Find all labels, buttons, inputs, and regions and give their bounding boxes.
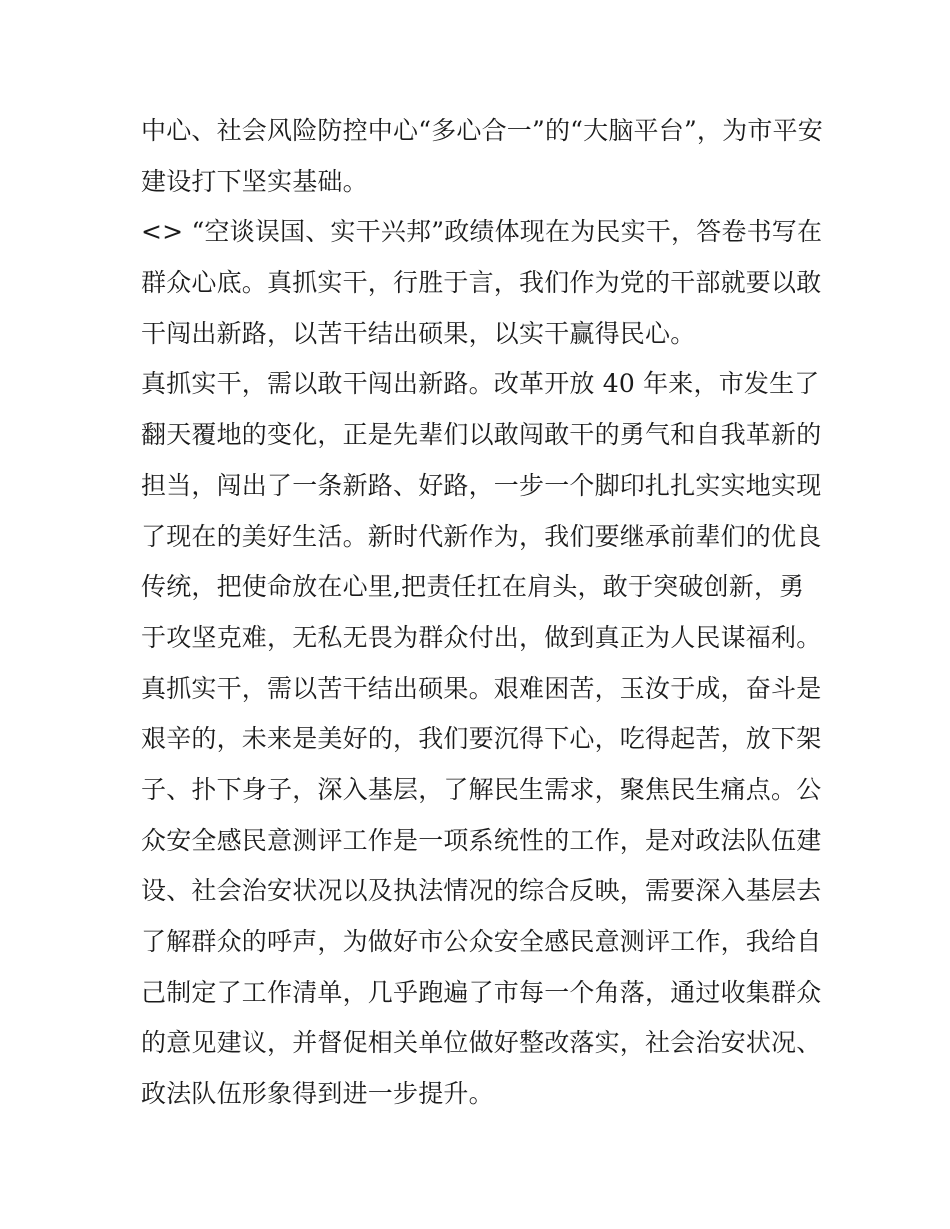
text-line: 真抓实干，需以敢干闯出新路。改革开放 40 年来，市发生了 [141, 369, 820, 399]
text-line: 己制定了工作清单，几乎跑遍了市每一个角落，通过收集群众 [141, 977, 822, 1007]
text-line: 建设打下坚实基础。 [141, 166, 368, 196]
text-line: 干闯出新路，以苦干结出硕果，以实干赢得民心。 [141, 318, 696, 348]
text-line: 设、社会治安状况以及执法情况的综合反映，需要深入基层去 [141, 876, 822, 906]
text-line: 的意见建议，并督促相关单位做好整改落实，社会治安状况、 [141, 1028, 822, 1058]
text-line: 艰辛的，未来是美好的，我们要沉得下心，吃得起苦，放下架 [141, 724, 822, 754]
text-line: 真抓实干，需以苦干结出硕果。艰难困苦，玉汝于成，奋斗是 [141, 673, 822, 703]
text-line: 众安全感民意测评工作是一项系统性的工作，是对政法队伍建 [141, 825, 822, 855]
text-line: 子、扑下身子，深入基层，了解民生需求，聚焦民生痛点。公 [141, 774, 822, 804]
text-line: 传统，把使命放在心里,把责任扛在肩头，敢于突破创新，勇 [141, 572, 805, 602]
text-line: 担当，闯出了一条新路、好路，一步一个脚印扎扎实实地实现 [141, 470, 822, 500]
text-line: 了解群众的呼声，为做好市公众安全感民意测评工作，我给自 [141, 927, 822, 956]
text-line: <> “空谈误国、实干兴邦”政绩体现在为民实干，答卷书写在 [141, 217, 823, 247]
text-line: 群众心底。真抓实干，行胜于言，我们作为党的干部就要以敢 [141, 268, 822, 298]
body-text [141, 106, 821, 1120]
text-line: 了现在的美好生活。新时代新作为，我们要继承前辈们的优良 [141, 521, 822, 551]
text-line: 中心、社会风险防控中心“多心合一”的“大脑平台”，为市平安 [141, 116, 823, 145]
text-line: 于攻坚克难，无私无畏为群众付出，做到真正为人民谋福利。 [141, 622, 822, 652]
text-line: 翻天覆地的变化，正是先辈们以敢闯敢干的勇气和自我革新的 [141, 420, 822, 450]
text-line: 政法队伍形象得到进一步提升。 [141, 1079, 494, 1109]
